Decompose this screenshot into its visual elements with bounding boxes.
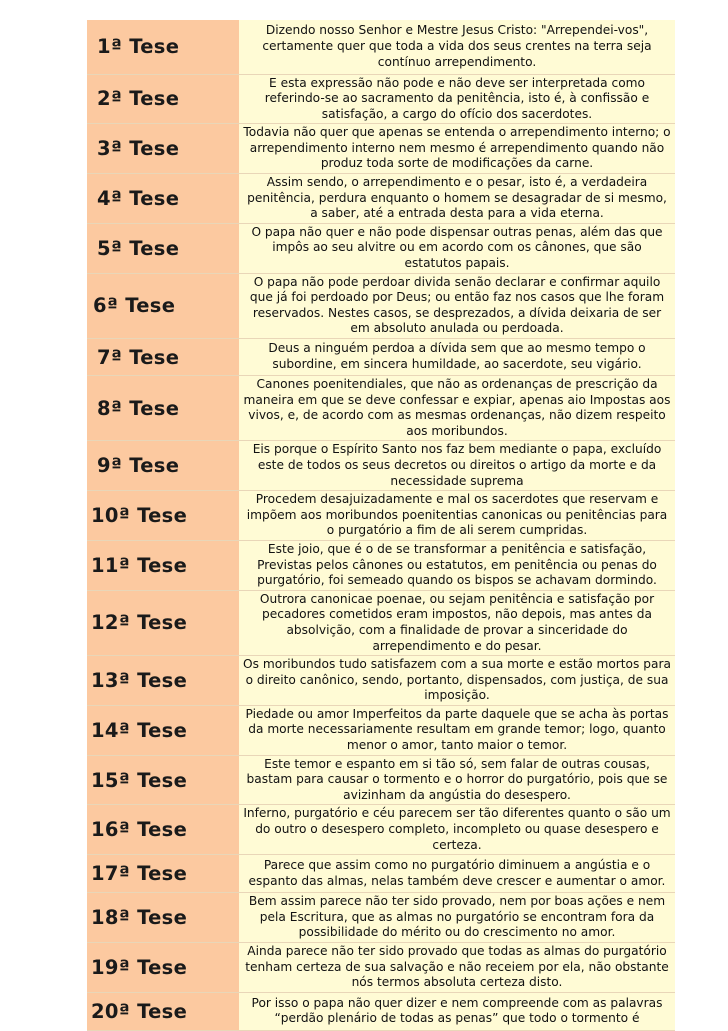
thesis-text: E esta expressão não pode e não deve ser interpretada como referindo-se ao sacramento da penitência, isto é, à confissão e satisfação, a cargo do ofício dos sacerdotes. <box>239 74 675 124</box>
thesis-number: 7ª Tese <box>87 339 239 376</box>
thesis-text: Deus a ninguém perdoa a dívida sem que ao mesmo tempo o subordine, em sincera humildade, ao sacerdote, seu vigário. <box>239 339 675 376</box>
thesis-text: Este joio, que é o de se transformar a penitência e satisfação, Previstas pelos cânones ou estatutos, em penitência ou penas do purgatório, foi semeado quando os bispos se achavam dormindo. <box>239 540 675 590</box>
thesis-text: Outrora canonicae poenae, ou sejam penitência e satisfação por pecadores cometidos eram impostos, não depois, mas antes da absolvição, com a finalidade de provar a sinceridade do arrependimento e do pesar. <box>239 590 675 655</box>
thesis-number: 20ª Tese <box>87 992 239 1030</box>
thesis-number: 11ª Tese <box>87 540 239 590</box>
thesis-text: Parece que assim como no purgatório diminuem a angústia e o espanto das almas, nelas também deve crescer e aumentar o amor. <box>239 855 675 893</box>
thesis-number: 15ª Tese <box>87 755 239 805</box>
thesis-text: Procedem desajuizadamente e mal os sacerdotes que reservam e impõem aos moribundos poenitentias canonicas ou penitências para o purgatório a fim de ali serem cumpridas. <box>239 491 675 541</box>
thesis-row <box>87 124 675 174</box>
thesis-row <box>87 893 675 943</box>
thesis-row <box>87 491 675 541</box>
thesis-row <box>87 174 675 224</box>
thesis-text: Este temor e espanto em si tão só, sem falar de outras cousas, bastam para causar o tormento e o horror do purgatório, pois que se avizinham da angústia do desespero. <box>239 755 675 805</box>
thesis-row <box>87 376 675 441</box>
thesis-number: 9ª Tese <box>87 441 239 491</box>
thesis-number: 3ª Tese <box>87 124 239 174</box>
thesis-number: 8ª Tese <box>87 376 239 441</box>
thesis-text: Canones poenitendiales, que não as ordenanças de prescrição da maneira em que se deve confessar e expiar, apenas aio Impostas aos vivos, e, de acordo com as mesmas ordenanças, não dizem respeito aos moribundos. <box>239 376 675 441</box>
thesis-text: O papa não quer e não pode dispensar outras penas, além das que impôs ao seu alvitre ou em acordo com os cânones, que são estatutos papais. <box>239 223 675 273</box>
thesis-number: 12ª Tese <box>87 590 239 655</box>
thesis-row <box>87 705 675 755</box>
thesis-number: 18ª Tese <box>87 893 239 943</box>
thesis-row <box>87 755 675 805</box>
thesis-row <box>87 20 675 74</box>
thesis-text: Os moribundos tudo satisfazem com a sua morte e estão mortos para o direito canônico, sendo, portanto, dispensados, com justiça, de sua imposição. <box>239 656 675 706</box>
thesis-text: Eis porque o Espírito Santo nos faz bem mediante o papa, excluído este de todos os seus decretos ou direitos o artigo da morte e da necessidade suprema <box>239 441 675 491</box>
thesis-row <box>87 540 675 590</box>
thesis-row <box>87 441 675 491</box>
thesis-row <box>87 223 675 273</box>
theses-document <box>87 20 675 1031</box>
thesis-number: 10ª Tese <box>87 491 239 541</box>
thesis-row <box>87 656 675 706</box>
thesis-text: Assim sendo, o arrependimento e o pesar, isto é, a verdadeira penitência, perdura enquanto o homem se desagradar de si mesmo, a saber, até a entrada desta para a vida eterna. <box>239 174 675 224</box>
thesis-text: Por isso o papa não quer dizer e nem compreende com as palavras “perdão plenário de todas as penas” que todo o tormento é <box>239 992 675 1030</box>
thesis-number: 14ª Tese <box>87 705 239 755</box>
thesis-text: Bem assim parece não ter sido provado, nem por boas ações e nem pela Escritura, que as almas no purgatório se encontram fora da possibilidade do mérito ou do crescimento no amor. <box>239 893 675 943</box>
thesis-row <box>87 992 675 1030</box>
thesis-number: 4ª Tese <box>87 174 239 224</box>
thesis-text: Todavia não quer que apenas se entenda o arrependimento interno; o arrependimento interno nem mesmo é arrependimento quando não produz toda sorte de modificações da carne. <box>239 124 675 174</box>
thesis-number: 16ª Tese <box>87 805 239 855</box>
thesis-row <box>87 273 675 338</box>
thesis-number: 19ª Tese <box>87 943 239 993</box>
thesis-text: Dizendo nosso Senhor e Mestre Jesus Cristo: "Arrependei-vos", certamente quer que toda a vida dos seus crentes na terra seja contínuo arrependimento. <box>239 20 675 74</box>
thesis-text: O papa não pode perdoar divida senão declarar e confirmar aquilo que já foi perdoado por Deus; ou então faz nos casos que lhe foram reservados. Nestes casos, se desprezados, a dívida deixaria de ser em absoluto anulada ou perdoada. <box>239 273 675 338</box>
thesis-number: 13ª Tese <box>87 656 239 706</box>
thesis-text: Inferno, purgatório e céu parecem ser tão diferentes quanto o são um do outro o desespero completo, incompleto ou quase desespero e certeza. <box>239 805 675 855</box>
thesis-row <box>87 855 675 893</box>
thesis-text: Piedade ou amor Imperfeitos da parte daquele que se acha às portas da morte necessariamente resultam em grande temor; logo, quanto menor o amor, tanto maior o temor. <box>239 705 675 755</box>
thesis-number: 1ª Tese <box>87 20 239 74</box>
thesis-row <box>87 805 675 855</box>
thesis-number: 17ª Tese <box>87 855 239 893</box>
thesis-number: 2ª Tese <box>87 74 239 124</box>
thesis-row <box>87 590 675 655</box>
thesis-text: Ainda parece não ter sido provado que todas as almas do purgatório tenham certeza de sua salvação e não receiem por ela, não obstante nós termos absoluta certeza disto. <box>239 943 675 993</box>
theses-table <box>87 20 675 1031</box>
thesis-number: 6ª Tese <box>87 273 239 338</box>
thesis-row <box>87 339 675 376</box>
thesis-number: 5ª Tese <box>87 223 239 273</box>
thesis-row <box>87 74 675 124</box>
thesis-row <box>87 943 675 993</box>
